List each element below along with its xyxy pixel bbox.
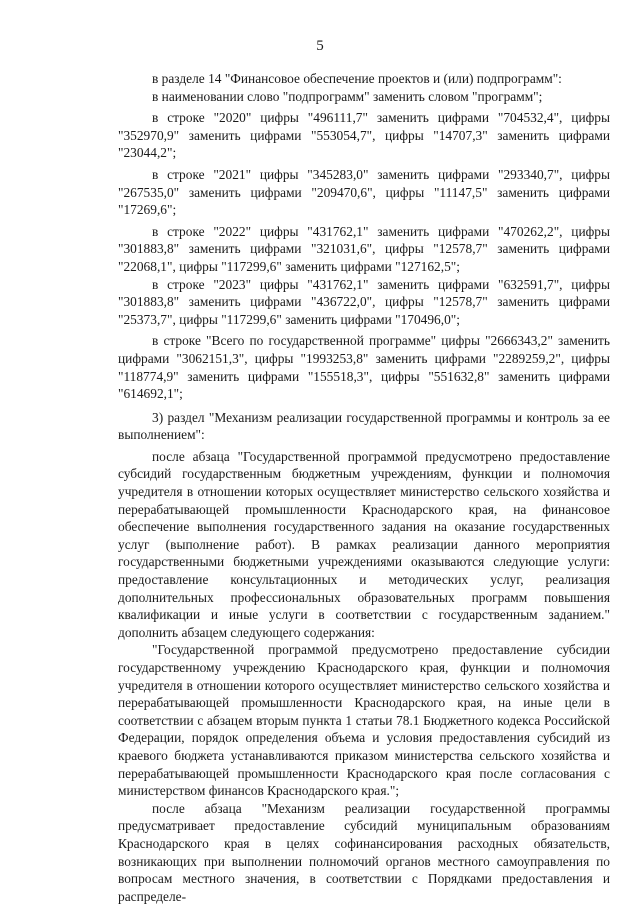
- paragraph-section-3-heading: 3) раздел "Механизм реализации государственной программы и контроль за ее выполнением":: [118, 409, 610, 443]
- paragraph-section-14-heading: в разделе 14 "Финансовое обеспечение проектов и (или) подпрограмм":: [152, 71, 562, 86]
- paragraph-row-total: в строке "Всего по государственной программе" цифры "2666343,2" заменить цифрами "3062151,3", цифры "1993253,8" заменить цифрами "2289259,2", цифры "118774,9" заменить цифрами "155518,3", цифры "551632,8" заменить цифрами "614692,1";: [118, 333, 610, 402]
- page-number: 5: [316, 38, 324, 54]
- paragraph-title-replacement: в наименовании слово "подпрограмм" заменить словом "программ";: [152, 88, 543, 104]
- paragraph-row-2023: в строке "2023" цифры "431762,1" заменить цифрами "632591,7", цифры "301883,8" заменить цифрами "436722,0", цифры "12578,7" заменить цифрами "25373,7", цифры "117299,6" заменить цифрами "170496,0";: [118, 276, 610, 327]
- paragraph-quoted-new-text: "Государственной программой предусмотрено предоставление субсидии государственному учреждению Краснодарского края, функции и полномочия учредителя в отношении которого осуществляет министерство сельского хозяйства и перерабатывающей промышленности Краснодарского края, на иные цели в соответствии с абзацем вторым пункта 1 статьи 78.1 Бюджетного кодекса Российской Федерации, порядок определения объема и условия предоставления субсидий из краевого бюджета устанавливаются приказом министерства сельского хозяйства и перерабатывающей промышленности Краснодарского края после согласования с министерством финансов Краснодарского края.";: [118, 642, 610, 799]
- document-body: [118, 70, 610, 905]
- paragraph-after-mechanism: после абзаца "Механизм реализации государственной программы предусматривает предоставление субсидий муниципальным образованиям Краснодарского края в целях софинансирования расходных обязательств, возникающих при выполнении полномочий органов местного самоуправления по вопросам местного значения, в соответствии с Порядками предоставления и распределе-: [118, 800, 610, 904]
- paragraph-after-budget-institutions: после абзаца "Государственной программой предусмотрено предоставление субсидий государственным бюджетным учреждениям, функции и полномочия учредителя в отношении которых осуществляет министерство сельского хозяйства и перерабатывающей промышленности Краснодарского края, на финансовое обеспечение выполнения государственного задания на оказание государственных услуг (выполнение работ). В рамках реализации данного мероприятия государственными бюджетными учреждениями оказываются следующие услуги: предоставление консультационных и методических услуг, реализация дополнительных профессиональных образовательных программ повышения квалификации и иные услуги в соответствии с государственным заданием." дополнить абзацем следующего содержания:: [118, 448, 610, 640]
- paragraph-row-2021: в строке "2021" цифры "345283,0" заменить цифрами "293340,7", цифры "267535,0" заменить цифрами "209470,6", цифры "11147,5" заменить цифрами "17269,6";: [118, 166, 610, 218]
- paragraph-row-2022: в строке "2022" цифры "431762,1" заменить цифрами "470262,2", цифры "301883,8" заменить цифрами "321031,6", цифры "12578,7" заменить цифрами "22068,1", цифры "117299,6" заменить цифрами "127162,5";: [118, 223, 610, 274]
- paragraph-row-2020: в строке "2020" цифры "496111,7" заменить цифрами "704532,4", цифры "352970,9" заменить цифрами "553054,7", цифры "14707,3" заменить цифрами "23044,2";: [118, 110, 610, 161]
